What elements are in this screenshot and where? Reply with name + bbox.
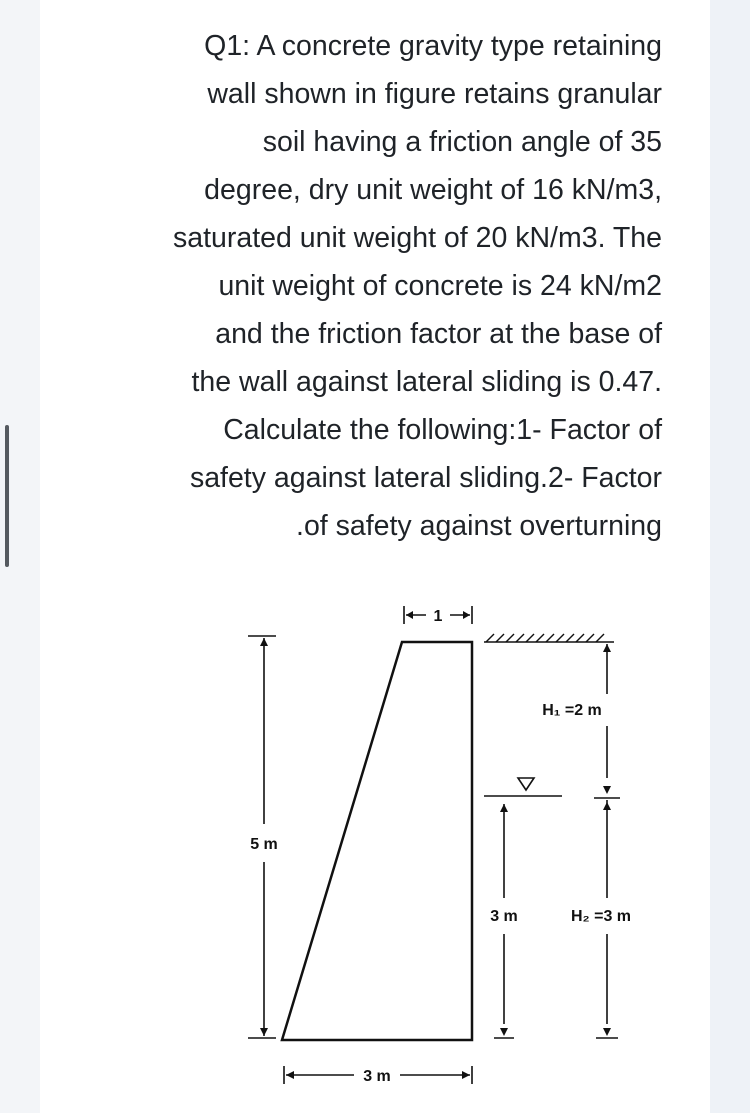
question-line: and the friction factor at the base of [215,318,662,350]
question-line: degree, dry unit weight of 16 kN/m3, [204,174,662,206]
water-depth-label: 3 m [490,908,518,925]
question-line: wall shown in figure retains granular [207,78,662,110]
question-line: soil having a friction angle of 35 [262,126,662,158]
scroll-handle[interactable] [5,425,9,567]
question-line: safety against lateral sliding.2- Factor [189,462,662,494]
wall-outline [282,642,472,1040]
question-line: saturated unit weight of 20 kN/m3. The [173,222,662,254]
top-width-label: 1 [433,608,443,625]
left-margin [0,0,40,1113]
h1-dimension [594,644,620,798]
height-label: 5 m [250,836,278,853]
ground-surface [484,634,614,642]
question-line: .of safety against overturning [296,510,662,542]
retaining-wall-figure [232,598,652,1098]
h1-label: H₁ =2 m [542,702,602,719]
question-line: unit weight of concrete is 24 kN/m2 [218,270,662,302]
base-width-label: 3 m [363,1068,391,1085]
right-margin [710,0,750,1113]
h2-label: H₂ =3 m [570,908,632,925]
question-line: the wall against lateral sliding is 0.47. [191,366,662,398]
question-line: Calculate the following:1- Factor of [223,414,662,446]
question-line: Q1: A concrete gravity type retaining [204,30,662,62]
water-table-marker [484,778,562,796]
question-text [40,22,662,550]
